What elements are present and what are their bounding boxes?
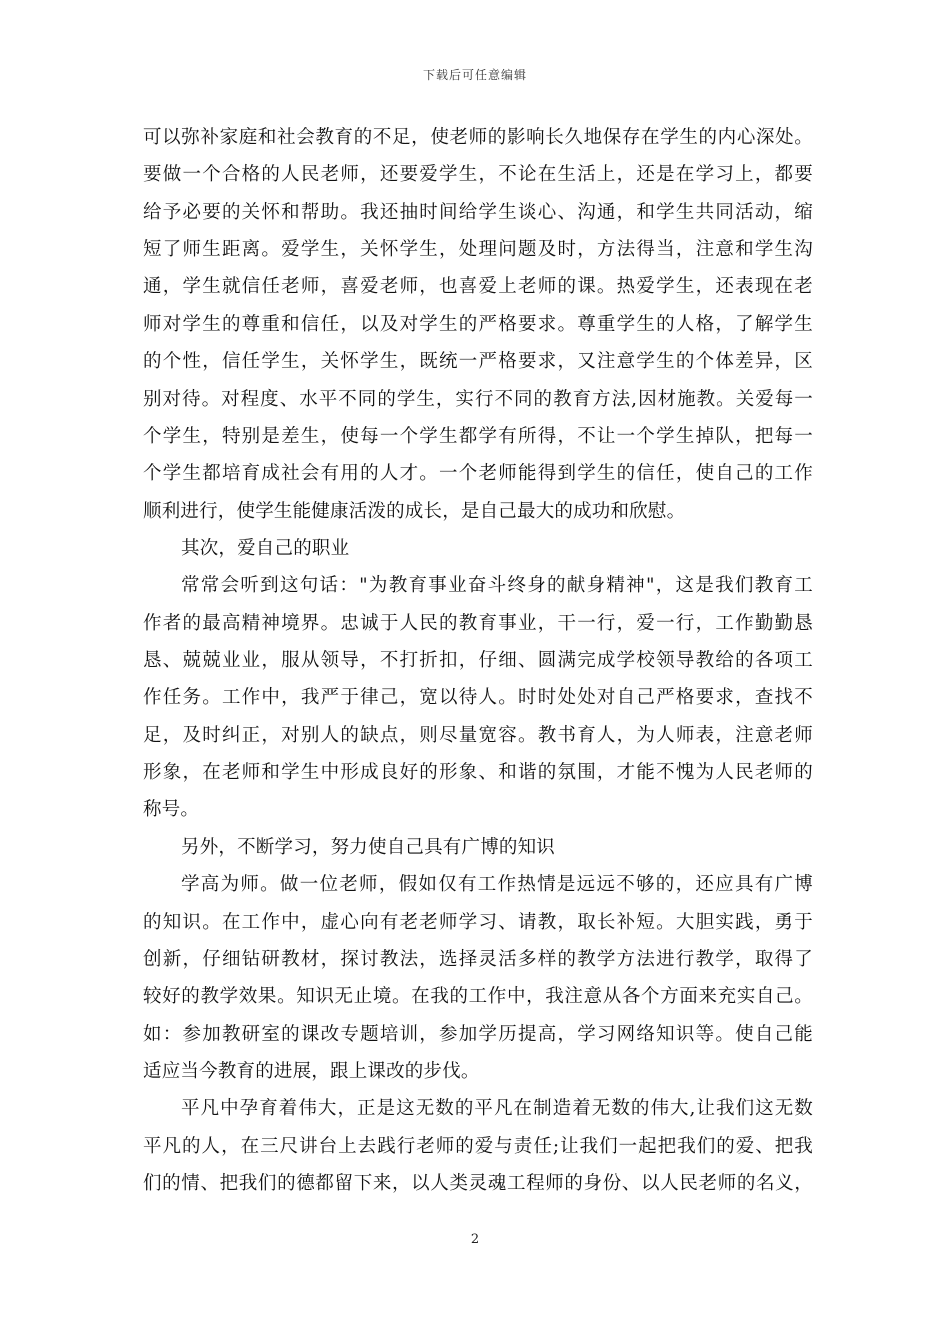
text-line: 通，学生就信任老师，喜爱老师，也喜爱上老师的课。热爱学生，还表现在老 xyxy=(143,276,813,298)
text-line: 较好的教学效果。知识无止境。在我的工作中，我注意从各个方面来充实自己。 xyxy=(143,986,813,1008)
text-line: 给予必要的关怀和帮助。我还抽时间给学生谈心、沟通，和学生共同活动，缩 xyxy=(143,201,813,223)
text-line: 形象，在老师和学生中形成良好的形象、和谐的氛围，才能不愧为人民老师的 xyxy=(143,762,813,784)
text-line: 可以弥补家庭和社会教育的不足，使老师的影响长久地保存在学生的内心深处。 xyxy=(143,127,813,148)
text-line: 学高为师。做一位老师，假如仅有工作热情是远远不够的，还应具有广博 xyxy=(181,874,813,896)
text-line: 其次，爱自己的职业 xyxy=(181,537,350,559)
text-line: 常常会听到这句话："为教育事业奋斗终身的献身精神"，这是我们教育工 xyxy=(181,575,813,597)
text-line: 作者的最高精神境界。忠诚于人民的教育事业，干一行，爱一行，工作勤勤恳 xyxy=(143,612,813,634)
text-line: 顺利进行，使学生能健康活泼的成长，是自己最大的成功和欣慰。 xyxy=(143,500,686,522)
text-line: 适应当今教育的进展，跟上课改的步伐。 xyxy=(143,1060,480,1082)
text-line: 要做一个合格的人民老师，还要爱学生，不论在生活上，还是在学习上，都要 xyxy=(143,164,813,186)
text-line: 师对学生的尊重和信任，以及对学生的严格要求。尊重学生的人格，了解学生 xyxy=(143,313,813,335)
text-line: 的知识。在工作中，虚心向有老老师学习、请教，取长补短。大胆实践，勇于 xyxy=(143,911,813,933)
text-line: 个学生，特别是差生，使每一个学生都学有所得，不让一个学生掉队，把每一 xyxy=(143,425,813,447)
text-line: 恳、兢兢业业，服从领导，不打折扣，仔细、圆满完成学校领导教给的各项工 xyxy=(143,650,813,672)
text-line: 的个性，信任学生，关怀学生，既统一严格要求，又注意学生的个体差异，区 xyxy=(143,351,813,373)
text-line: 创新，仔细钻研教材，探讨教法，选择灵活多样的教学方法进行教学，取得了 xyxy=(143,948,813,970)
text-line: 短了师生距离。爱学生，关怀学生，处理问题及时，方法得当，注意和学生沟 xyxy=(143,239,813,261)
text-line: 另外，不断学习，努力使自己具有广博的知识 xyxy=(181,836,556,858)
document-body xyxy=(143,119,813,1202)
text-line: 称号。 xyxy=(143,799,200,821)
page-number: 2 xyxy=(470,1232,480,1247)
text-line: 别对待。对程度、水平不同的学生，实行不同的教育方法,因材施教。关爱每一 xyxy=(143,388,813,410)
text-line: 个学生都培育成社会有用的人才。一个老师能得到学生的信任，使自己的工作 xyxy=(143,463,813,485)
text-line: 作任务。工作中，我严于律己，宽以待人。时时处处对自己严格要求，查找不 xyxy=(143,687,813,709)
text-line: 足，及时纠正，对别人的缺点，则尽量宽容。教书育人，为人师表，注意老师 xyxy=(143,724,813,746)
text-line: 平凡的人，在三尺讲台上去践行老师的爱与责任;让我们一起把我们的爱、把我 xyxy=(143,1135,813,1157)
text-line: 平凡中孕育着伟大，正是这无数的平凡在制造着无数的伟大,让我们这无数 xyxy=(181,1098,813,1120)
page-header: 下载后可任意编辑 xyxy=(422,68,527,82)
text-line: 们的情、把我们的德都留下来，以人类灵魂工程师的身份、以人民老师的名义， xyxy=(143,1173,813,1195)
text-line: 如：参加教研室的课改专题培训，参加学历提高，学习网络知识等。使自己能 xyxy=(143,1023,813,1045)
